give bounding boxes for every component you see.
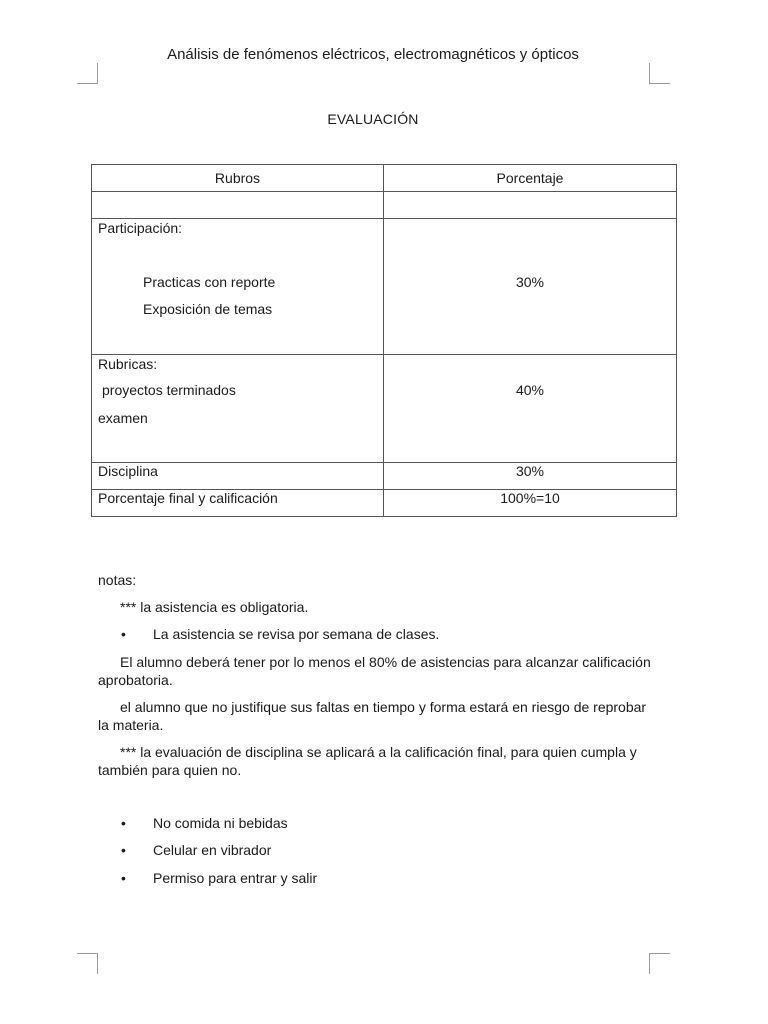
column-header-rubros: Rubros bbox=[92, 165, 384, 192]
table-cell-empty bbox=[384, 192, 677, 219]
note-paragraph-disciplina: *** la evaluación de disciplina se aplicará a la calificación final, para quien cumpla y también para quien no. bbox=[98, 744, 637, 778]
cell-final-percent: 100%=10 bbox=[384, 490, 677, 517]
note-paragraph-faltas: el alumno que no justifique sus faltas en tiempo y forma estará en riesgo de reprobar la materia. bbox=[98, 699, 647, 733]
rubricas-label: Rubricas: bbox=[98, 356, 158, 372]
crop-mark-top-right bbox=[649, 63, 670, 84]
table-cell-empty bbox=[92, 192, 384, 219]
rubricas-percent: 40% bbox=[515, 382, 545, 398]
rubricas-item: proyectos terminados bbox=[102, 382, 236, 398]
bullet-icon: • bbox=[121, 842, 126, 858]
table-row-disciplina bbox=[92, 463, 677, 490]
cell-rubricas-percent bbox=[384, 355, 677, 463]
participacion-item: Practicas con reporte bbox=[143, 274, 276, 290]
rule-item: Celular en vibrador bbox=[153, 842, 272, 858]
table-header-row bbox=[92, 165, 677, 192]
cell-final: Porcentaje final y calificación bbox=[92, 490, 384, 517]
table-row-rubricas bbox=[92, 355, 677, 463]
note-bullet-revisa: La asistencia se revisa por semana de clases. bbox=[153, 626, 440, 642]
crop-mark-top-left bbox=[77, 63, 98, 84]
participacion-item: Exposición de temas bbox=[143, 301, 273, 317]
rule-item: Permiso para entrar y salir bbox=[153, 870, 318, 886]
notes-label: notas: bbox=[98, 572, 137, 588]
bullet-icon: • bbox=[121, 815, 126, 831]
cell-participacion bbox=[92, 219, 384, 355]
note-asistencia: *** la asistencia es obligatoria. bbox=[120, 599, 309, 615]
participacion-percent: 30% bbox=[515, 274, 545, 290]
section-title: EVALUACIÓN bbox=[327, 111, 419, 127]
bullet-icon: • bbox=[121, 870, 126, 886]
table-row-participacion bbox=[92, 219, 677, 355]
rubricas-item: examen bbox=[98, 410, 148, 426]
cell-disciplina-percent: 30% bbox=[384, 463, 677, 490]
rule-item: No comida ni bebidas bbox=[153, 815, 288, 831]
crop-mark-bottom-left bbox=[77, 953, 98, 974]
cell-rubricas bbox=[92, 355, 384, 463]
table-row-empty bbox=[92, 192, 677, 219]
note-paragraph-80: El alumno deberá tener por lo menos el 80% de asistencias para alcanzar calificación aprobatoria. bbox=[98, 654, 651, 688]
evaluation-table bbox=[91, 164, 677, 517]
table-row-final bbox=[92, 490, 677, 517]
bullet-icon: • bbox=[121, 626, 126, 642]
participacion-label: Participación: bbox=[98, 220, 183, 236]
crop-mark-bottom-right bbox=[649, 953, 670, 974]
cell-participacion-percent bbox=[384, 219, 677, 355]
column-header-porcentaje: Porcentaje bbox=[384, 165, 677, 192]
cell-disciplina: Disciplina bbox=[92, 463, 384, 490]
page-title: Análisis de fenómenos eléctricos, electromagnéticos y ópticos bbox=[167, 46, 579, 63]
